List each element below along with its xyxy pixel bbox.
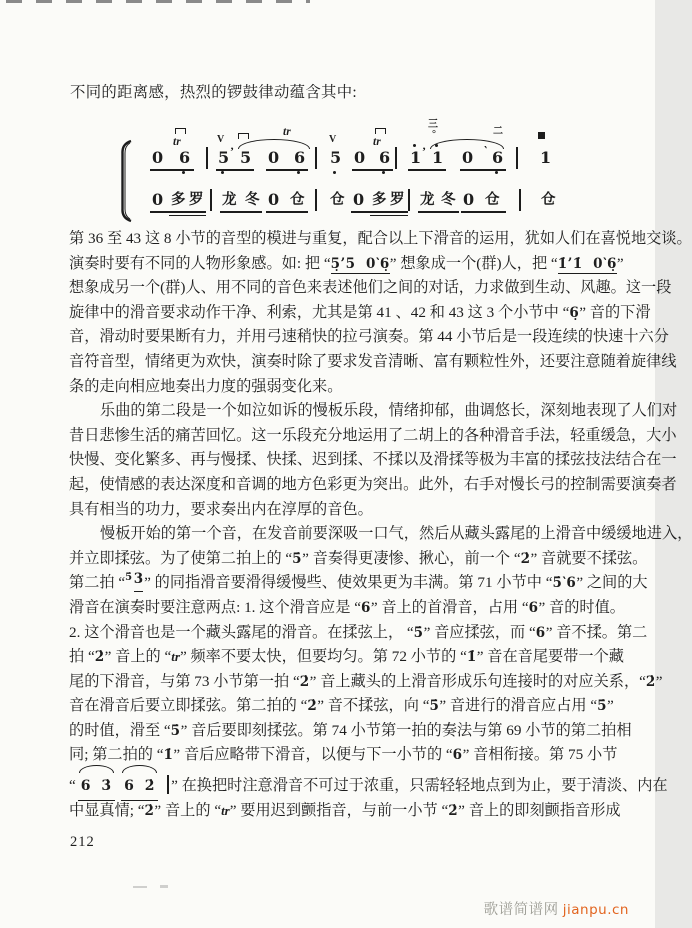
text: ” 音奏得更凄惨、揪心，前一个 “ — [302, 549, 521, 567]
text: 第二拍 “ — [69, 574, 126, 592]
text: ” 在换把时注意滑音不可过于浓重，只需轻轻地点到为止，要于清淡、内在 — [171, 777, 668, 795]
text: 音在滑音后要立即揉弦。第二拍的 “ — [69, 697, 308, 715]
inline-note: 2̇ — [299, 673, 310, 690]
octave-dot-low — [182, 171, 185, 174]
text: ” 音上藏头的上滑音形成乐句连接时的对应关系，“ — [309, 672, 646, 690]
text: “ — [69, 777, 76, 795]
octave-dot-low — [382, 171, 385, 174]
trill-mark: tr — [171, 649, 180, 665]
inline-note: 5̇ — [597, 698, 608, 715]
beam-line — [266, 211, 308, 213]
inline-note: 6 — [535, 624, 546, 641]
octave-dot-high — [413, 144, 416, 147]
text: ” 音上的 “ — [104, 648, 172, 666]
percussion-note: 0 — [152, 190, 164, 209]
text: ” 音不揉。第二 — [545, 623, 648, 641]
text: 旋律中的滑音要求动作干净、利索，尤其是第 41 、42 和 43 这 3 个小节中 “ — [69, 303, 570, 321]
trill-mark: tr — [173, 136, 181, 148]
melody-note: 6 — [492, 148, 504, 167]
percussion-note: 冬 — [245, 192, 260, 208]
text-line — [69, 570, 648, 596]
text: ” 音相衔接。第 75 小节 — [462, 746, 618, 764]
text-line — [69, 375, 592, 400]
melody-note: ’ — [230, 144, 234, 158]
text: ” 音的下滑 — [579, 303, 651, 321]
beam-line — [352, 169, 393, 171]
trill-mark: tr — [221, 802, 230, 818]
melody-note: 0 — [268, 148, 280, 167]
inline-note: 6 — [528, 599, 539, 616]
inline-note-beamed: 5̣’5 0‵6̣ — [330, 255, 390, 272]
page-edge-dot — [160, 885, 168, 888]
text: ” 的同指滑音要滑得缓慢些、使效果更为丰满。第 71 小节中 “ — [144, 574, 553, 592]
inline-note: 2̇ — [307, 698, 318, 715]
melody-note: 5 — [330, 148, 342, 167]
page-edge-marks — [6, 0, 310, 3]
melody-note: 6 — [294, 148, 306, 167]
text: ” — [616, 254, 624, 272]
inline-note: 6 — [452, 747, 463, 764]
text: ” 音上的首滑音，占用 “ — [370, 598, 529, 616]
percussion-note: 0 — [353, 190, 365, 209]
percussion-barline — [315, 189, 317, 211]
text-line — [69, 325, 669, 350]
melody-note: 0 — [152, 148, 164, 167]
text: 并立即揉弦。为了使第二拍上的 “ — [69, 549, 293, 567]
text: 音符音型，情绪更为欢快，演奏时除了要求发音清晰、富有颗粒性外，还要注意随着旋律线 — [69, 352, 677, 370]
text: ” 音进行的滑音应占用 “ — [439, 697, 598, 715]
trill-mark: tr — [373, 136, 381, 148]
text-line — [69, 399, 678, 424]
music-score — [118, 120, 583, 226]
text: ” — [607, 697, 614, 715]
finger-number-mark: 三 — [428, 119, 438, 130]
percussion-barline — [519, 189, 521, 211]
inline-measure — [76, 777, 171, 794]
text-line — [69, 621, 648, 646]
melody-note: ‵ — [484, 144, 488, 158]
octave-dot-low — [297, 171, 300, 174]
inline-note: 5̇ — [413, 624, 424, 641]
beam-line — [351, 211, 408, 213]
melody-note: 1 — [432, 148, 444, 167]
octave-dot-low — [495, 171, 498, 174]
text: 滑音在演奏时要注意两点: 1. 这个滑音应是 “ — [69, 598, 361, 616]
percussion-note: 冬 — [441, 192, 456, 208]
text: 同; 第二拍的 “ — [69, 746, 164, 764]
inline-note: 5̇‵6 — [552, 575, 577, 592]
text-line — [69, 522, 692, 547]
text: ” 频率不要太快，但要均匀。第 72 小节的 “ — [179, 648, 467, 666]
text: 具有相当的功力，要求奏出内在淳厚的音色。 — [69, 500, 373, 518]
text: 中显真情; “ — [69, 801, 145, 819]
body-text — [69, 227, 692, 823]
text: ” 之间的大 — [576, 574, 648, 592]
melody-note: 6 — [179, 148, 191, 167]
text: 的时值，滑至 “ — [69, 721, 171, 739]
text-line — [69, 301, 651, 326]
percussion-barline — [210, 189, 212, 211]
text-line — [69, 473, 677, 498]
percussion-note: 0 — [268, 190, 280, 209]
text: 尾的下滑音，与第 73 小节第一拍 “ — [69, 672, 300, 690]
octave-dot-low — [221, 171, 224, 174]
page-number: 212 — [70, 834, 95, 850]
beam-line — [150, 211, 206, 213]
inline-note: 5̇ — [292, 550, 303, 567]
text: 演奏时要有不同的人物形象感。如: 把 “ — [69, 254, 331, 272]
percussion-note: 罗 — [390, 192, 405, 208]
text-line — [69, 799, 621, 824]
melody-barline — [516, 147, 518, 169]
text-line — [69, 227, 692, 252]
text: ” 音应揉弦，而 “ — [423, 623, 536, 641]
beam-line-2 — [370, 215, 408, 217]
melody-barline — [206, 147, 208, 169]
inline-note: 6̣ — [569, 304, 580, 321]
watermark-site-url: jianpu.cn — [562, 902, 629, 918]
inline-note: 2̇ — [448, 802, 459, 819]
melody-note: 0 — [462, 148, 474, 167]
text-line — [69, 424, 677, 449]
octave-dot-low — [333, 171, 336, 174]
text: ” 音在音尾要带一个藏 — [476, 648, 624, 666]
inline-note: 1̇ — [163, 747, 174, 764]
melody-note: 1 — [410, 148, 422, 167]
square-mark-icon — [538, 132, 545, 139]
beam-line-2 — [169, 215, 206, 217]
text: 昔日悲惨生活的痛苦回忆。这一乐段充分地运用了二胡上的各种滑音手法，轻重缓急，大小 — [69, 426, 677, 444]
text-line — [69, 743, 618, 768]
melody-note: 5 — [240, 148, 252, 167]
text: ” 音上的 “ — [154, 801, 222, 819]
inline-note: 5̇ — [429, 698, 440, 715]
system-brace — [118, 140, 133, 222]
text: 乐曲的第二段是一个如泣如诉的慢板乐段，情绪抑郁，曲调悠长，深刻地表现了人们对 — [100, 402, 678, 420]
text: 条的走向相应地奏出力度的强弱变化来。 — [69, 377, 343, 395]
text: 2. 这个滑音也是一个藏头露尾的滑音。在揉弦上， “ — [69, 623, 414, 641]
inline-note: 1̇ — [466, 649, 477, 666]
grace-slide-note: 5̇ 3 — [125, 573, 144, 589]
slur-arc — [430, 139, 504, 149]
beam-line — [150, 169, 194, 171]
percussion-note: 多 — [372, 192, 387, 208]
text-line — [69, 252, 624, 277]
text: ” 想象成一个(群)人，把 “ — [389, 254, 558, 272]
inline-note-beamed: 1̇’1̇ 0‵6̣ — [557, 255, 617, 272]
percussion-note: 仓 — [290, 192, 305, 208]
melody-note: 6 — [379, 148, 391, 167]
melody-note: 0 — [354, 148, 366, 167]
text: ” 音后要即刻揉弦。第 74 小节第一拍的奏法与第 69 小节的第二拍相 — [180, 721, 632, 739]
harmonic-circle-icon: ° — [432, 129, 436, 140]
slurred-pair: 6 3̇ — [78, 774, 115, 801]
percussion-note: 罗 — [189, 192, 204, 208]
melody-barline — [395, 147, 397, 169]
percussion-barline — [408, 189, 410, 211]
text-line — [69, 547, 648, 572]
text: ” 音上的即刻颤指音形成 — [458, 801, 621, 819]
text-line — [69, 719, 632, 744]
trill-mark: tr — [283, 126, 291, 138]
melody-note: 1 — [540, 148, 552, 167]
down-bow-icon — [238, 133, 249, 139]
percussion-note: 仓 — [541, 192, 556, 208]
text: ” — [655, 672, 663, 690]
percussion-note: 仓 — [330, 192, 345, 208]
beam-line — [408, 169, 446, 171]
text: 快慢、变化繁多、再与慢揉、快揉、迟到揉、不揉以及滑揉等极为丰富的揉弦技法结合在一 — [69, 451, 677, 469]
text: ” 音就要不揉弦。 — [530, 549, 648, 567]
finger-number-mark: 二 — [493, 126, 503, 137]
text-line — [69, 448, 677, 473]
percussion-note: 龙 — [222, 192, 237, 208]
text-line — [69, 350, 677, 375]
text: 拍 “ — [69, 648, 95, 666]
inline-note: 2̇ — [94, 649, 105, 666]
text: ” 要用迟到颤指音，与前一小节 “ — [229, 801, 449, 819]
inline-note: 2̇ — [520, 550, 531, 567]
watermark-site-name: 歌谱简谱网 — [483, 902, 563, 918]
beam-line — [461, 211, 506, 213]
up-bow-icon: V — [217, 134, 225, 145]
text-line — [69, 596, 625, 621]
text: 音，滑动时要果断有力，并用弓速稍快的拉弓演奏。第 44 小节后是一段连续的快速十六分 — [69, 328, 669, 346]
percussion-note: 多 — [171, 192, 186, 208]
inline-note: 6 — [360, 599, 371, 616]
slur-arc — [238, 139, 310, 149]
text-line — [69, 276, 672, 301]
text-line — [69, 498, 592, 523]
beam-line — [460, 169, 506, 171]
beam-line — [220, 211, 262, 213]
down-bow-icon — [375, 128, 386, 134]
down-bow-icon — [175, 128, 186, 134]
text: 想象成另一个(群)人、用不同的音色来表述他们之间的对话，力求做到生动、风趣。这一段 — [69, 279, 672, 297]
page-edge-dot — [133, 886, 147, 888]
up-bow-icon: V — [329, 134, 337, 145]
text-line — [69, 645, 624, 670]
slurred-pair: 6 2̇ — [121, 774, 158, 801]
text-line — [69, 670, 663, 695]
percussion-note: 仓 — [485, 192, 500, 208]
text-line — [69, 774, 668, 799]
beam-line — [266, 169, 308, 171]
melody-barline — [315, 147, 317, 169]
text: 第 36 至 43 这 8 小节的音型的模进与重复，配合以上下滑音的运用，犹如人们在喜悦地交谈。 — [69, 230, 692, 247]
melody-note: ’ — [422, 144, 426, 158]
watermark — [484, 898, 629, 919]
melody-note: 5 — [218, 148, 230, 167]
inline-note: 5̇ — [170, 722, 181, 739]
percussion-note: 0 — [463, 190, 475, 209]
text: ” 音的时值。 — [538, 598, 625, 616]
text-line — [69, 694, 614, 719]
beam-line — [418, 211, 459, 213]
inline-note: 2̇ — [144, 802, 155, 819]
intro-line: 不同的距离感，热烈的锣鼓律动蕴含其中: — [70, 84, 358, 101]
inline-note: 2̇ — [645, 673, 656, 690]
text: 慢板开始的第一个音，在发音前要深吸一口气，然后从藏头露尾的上滑音中缓缓地进入， — [100, 525, 692, 543]
percussion-note: 龙 — [420, 192, 435, 208]
text: ” 音不揉弦，向 “ — [317, 697, 430, 715]
text: ” 音后应略带下滑音，以便与下一小节的 “ — [173, 746, 453, 764]
text: 起，使情感的表达深度和音调的地方色彩更为突出。此外，右手对慢长弓的控制需要演奏者 — [69, 475, 677, 493]
inline-barline — [167, 775, 169, 794]
